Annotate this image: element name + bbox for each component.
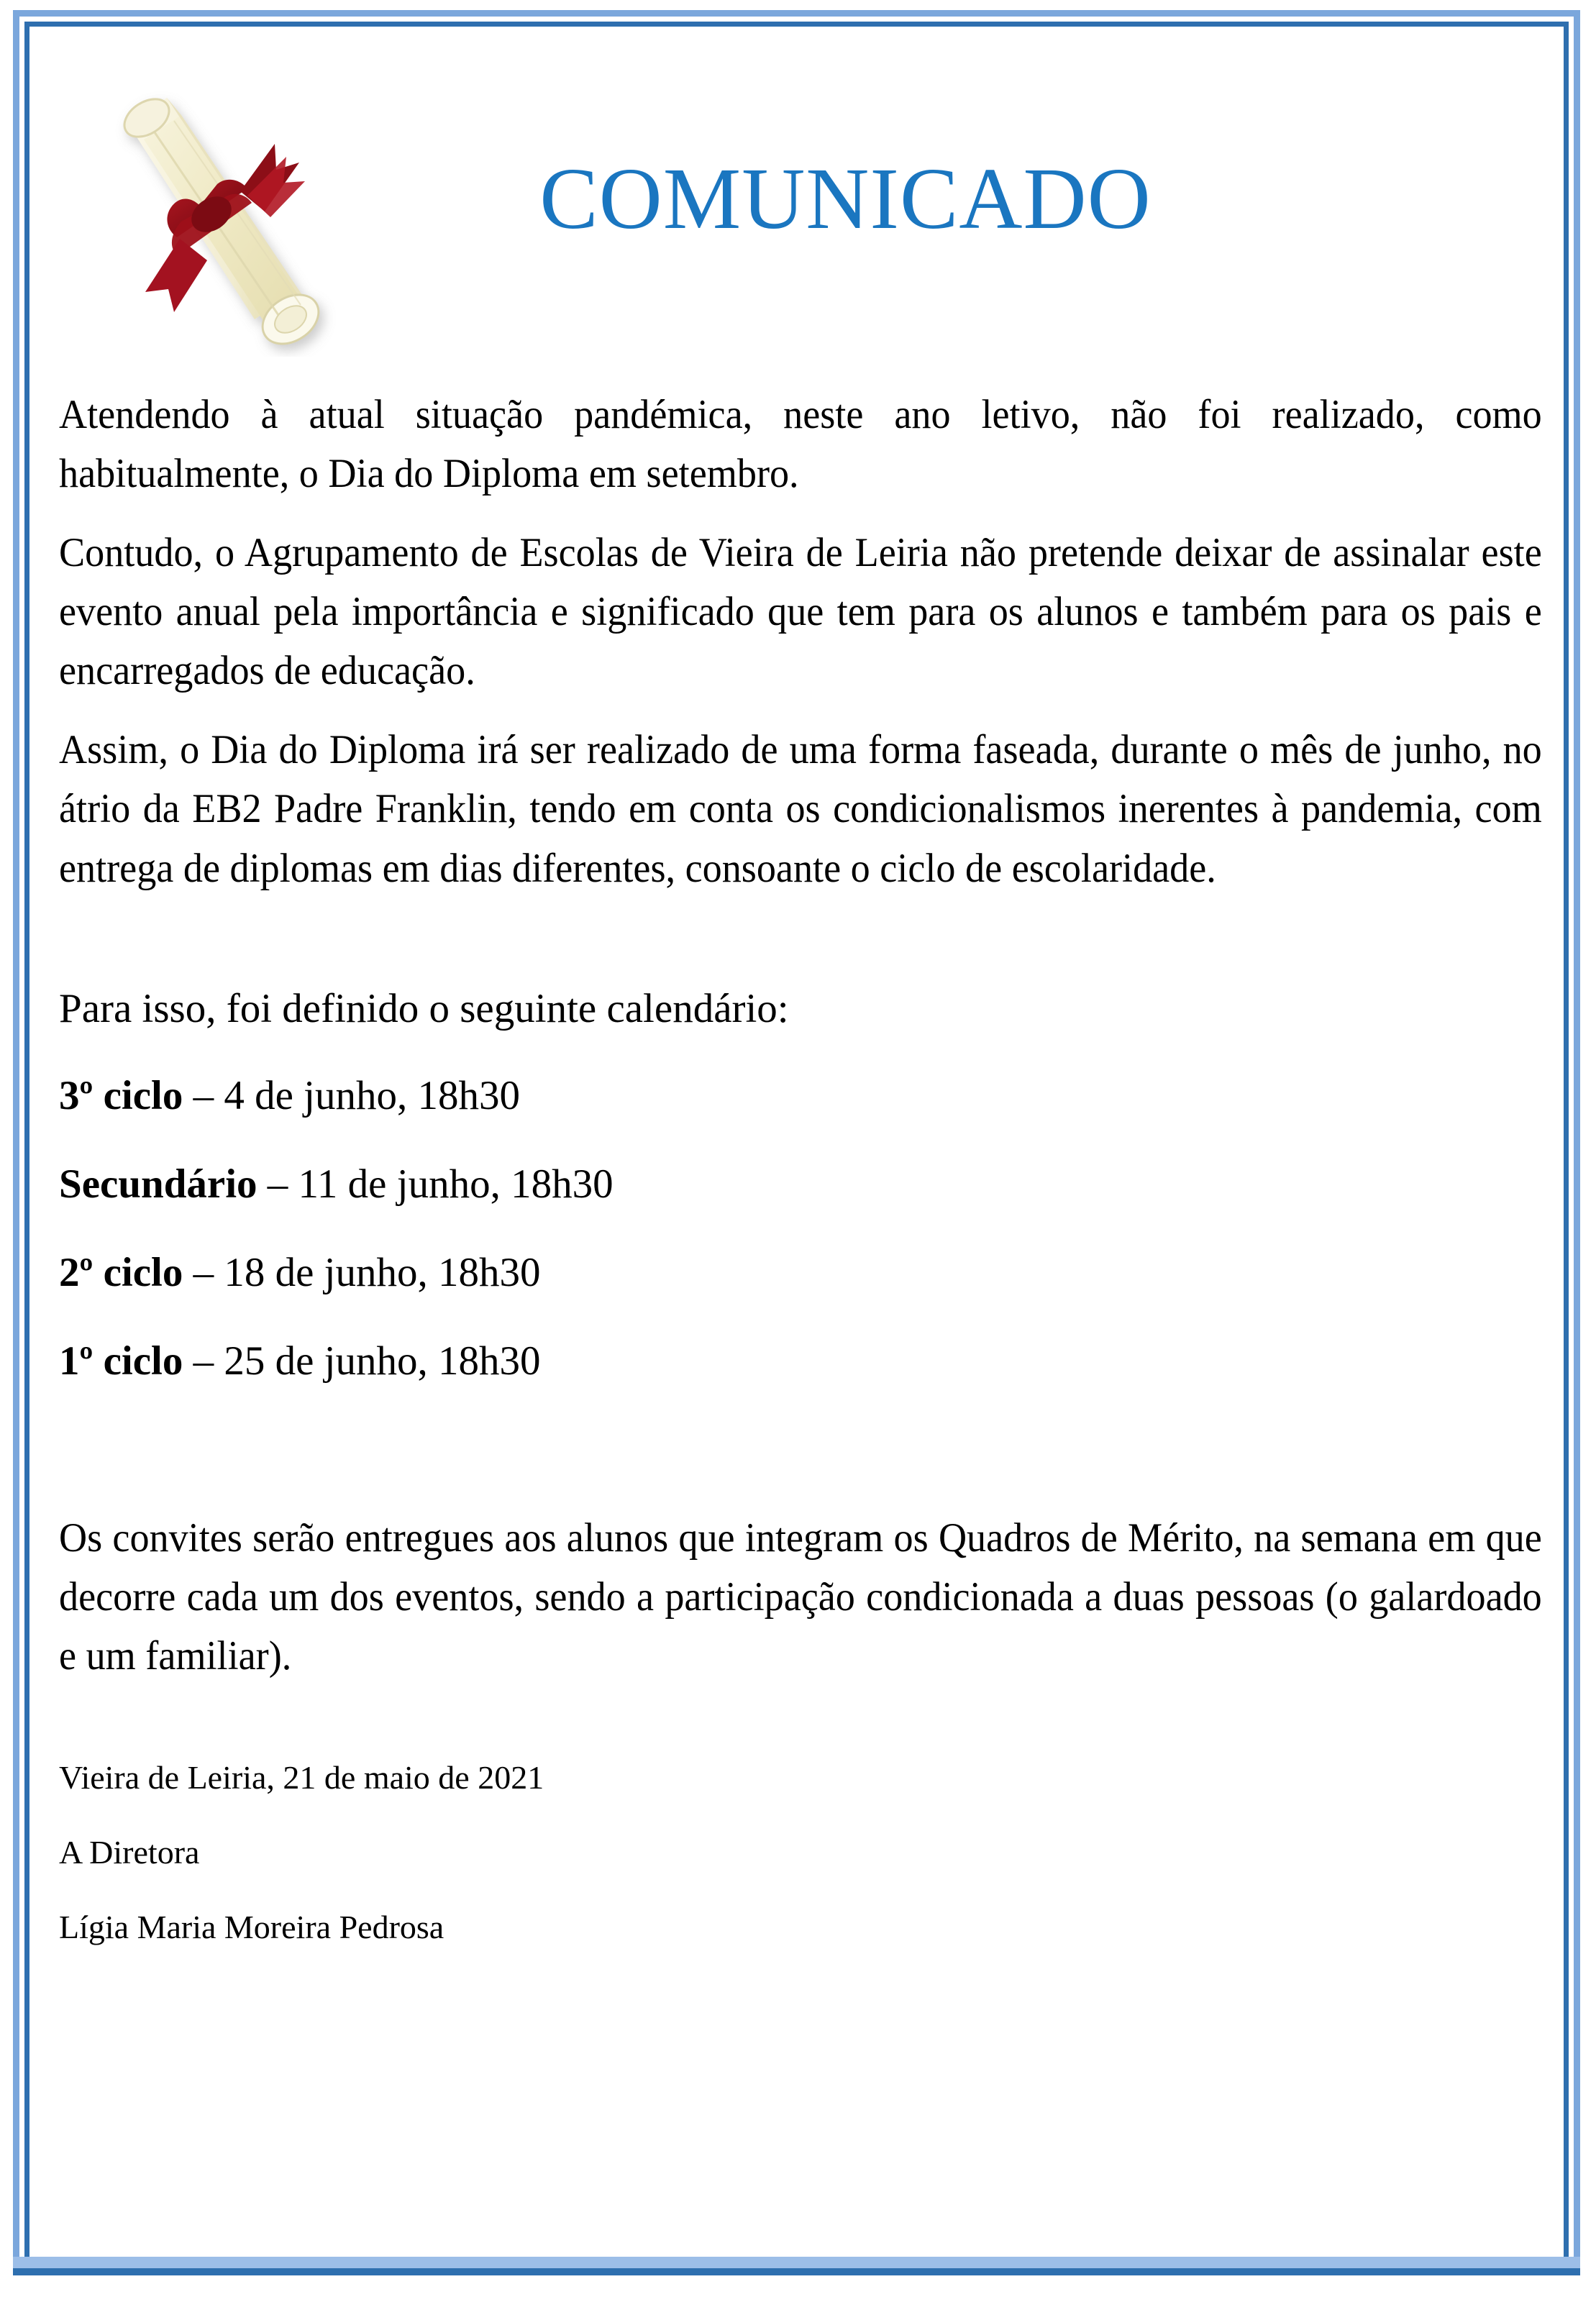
- calendar-item-secundario: [59, 1157, 1543, 1213]
- paragraph-2: Contudo, o Agrupamento de Escolas de Vieira de Leiria não pretende deixar de assinalar este evento anual pela importância e significado que tem para os alunos e também para os pais e encarregados de educação.: [59, 530, 1542, 694]
- page-title: COMUNICADO: [539, 150, 1152, 247]
- spacer: [59, 1706, 1543, 1756]
- paragraph-4: Os convites serão entregues aos alunos que integram os Quadros de Mérito, na semana em que decorre cada um dos eventos, sendo a participação condicionada a duas pessoas (o galardoado e um familiar).: [59, 1515, 1542, 1679]
- document-header: [46, 47, 1559, 385]
- document-content: [16, 13, 1596, 1949]
- document-body: [46, 385, 1559, 1756]
- spacer: [59, 1423, 1543, 1509]
- page-border-bottom-band: [13, 2257, 1580, 2275]
- calendar-item-detail: – 11 de junho, 18h30: [257, 1161, 614, 1207]
- calendar-item-3-ciclo: [59, 1069, 1543, 1124]
- paragraph-1: Atendendo à atual situação pandémica, neste ano letivo, não foi realizado, como habitualmente, o Dia do Diploma em setembro.: [59, 392, 1542, 497]
- signer-role: A Diretora: [59, 1834, 200, 1871]
- calendar-item-detail: – 4 de junho, 18h30: [183, 1073, 520, 1119]
- signature-block: [46, 1756, 1559, 1948]
- calendar-item-label: 1º ciclo: [59, 1338, 183, 1384]
- calendar-item-label: 2º ciclo: [59, 1250, 183, 1296]
- signer-name: Lígia Maria Moreira Pedrosa: [59, 1909, 444, 1945]
- calendar-item-2-ciclo: [59, 1246, 1543, 1301]
- paragraph-3: Assim, o Dia do Diploma irá ser realizado de uma forma faseada, durante o mês de junho, no átrio da EB2 Padre Franklin, tendo em conta os condicionalismos inerentes à pandemia, com entrega de diplomas em dias diferentes, consoante o ciclo de escolaridade.: [59, 727, 1542, 891]
- calendar-item-label: Secundário: [59, 1161, 257, 1207]
- spacer: [59, 918, 1543, 980]
- calendar-item-detail: – 25 de junho, 18h30: [183, 1338, 541, 1384]
- calendar-intro: Para isso, foi definido o seguinte calendário:: [59, 985, 789, 1031]
- calendar-item-detail: – 18 de junho, 18h30: [183, 1250, 541, 1296]
- calendar-list: [59, 1069, 1543, 1389]
- place-date: Vieira de Leiria, 21 de maio de 2021: [59, 1759, 544, 1796]
- calendar-item-label: 3º ciclo: [59, 1073, 183, 1119]
- calendar-item-1-ciclo: [59, 1334, 1543, 1389]
